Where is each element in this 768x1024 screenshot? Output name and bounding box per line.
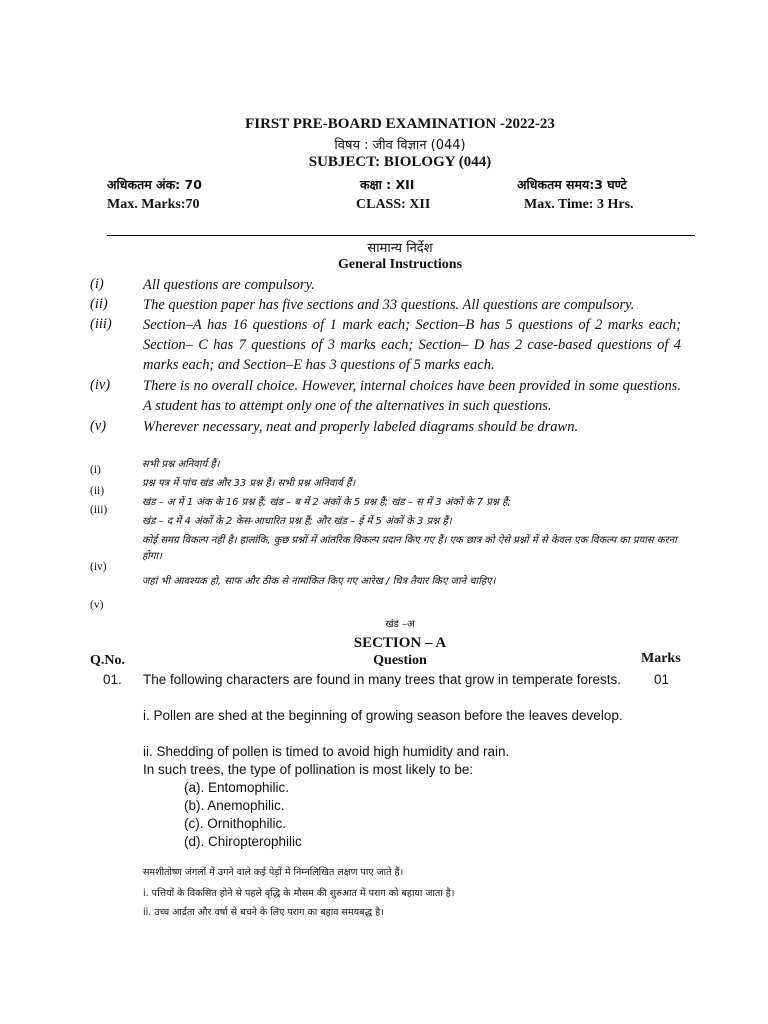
question-point-2: ii. Shedding of pollen is timed to avoid high humidity and rain. xyxy=(143,744,510,759)
question-point-1: i. Pollen are shed at the beginning of growing season before the leaves develop. xyxy=(143,708,623,723)
class-label: CLASS: XII xyxy=(356,197,431,212)
max-time-hindi: अधिकतम समय:3 घण्टे xyxy=(517,177,627,192)
hindi-instruction-number: (ii) xyxy=(90,485,105,497)
instruction-number: (v) xyxy=(90,418,107,434)
question-hindi-line: समशीतोष्ण जंगलों में उगने वाले कई पेड़ों में निम्नलिखित लक्षण पाए जाते हैं। xyxy=(143,867,404,878)
option-b: (b). Anemophilic. xyxy=(184,798,285,813)
instruction-text: Section–A has 16 questions of 1 mark each; Section–B has 5 questions of 2 marks each; Section– C has 7 questions of 3 marks each; Section– D has 2 case-based questions of 4 marks each; and Section–E has 3 questions of 5 marks each. xyxy=(143,317,681,373)
instruction-number: (i) xyxy=(90,276,104,292)
option-a: (a). Entomophilic. xyxy=(184,780,290,795)
max-time: Max. Time: 3 Hrs. xyxy=(524,197,634,212)
qno-header: Q.No. xyxy=(90,653,125,668)
hindi-instruction-text: प्रश्न पत्र में पांच खंड और 33 प्रश्न हैं। सभी प्रश्न अनिवार्य हैं। xyxy=(142,478,356,489)
section-title: SECTION – A xyxy=(353,635,447,651)
header-divider xyxy=(107,235,695,236)
instruction-text: Wherever necessary, neat and properly labeled diagrams should be drawn. xyxy=(143,419,579,435)
hindi-instruction-number: (iv) xyxy=(90,561,107,573)
question-number: 01. xyxy=(103,672,122,687)
question-prompt: In such trees, the type of pollination is most likely to be: xyxy=(143,762,474,777)
question-hindi-line: i. पत्तियों के विकसित होने से पहले वृद्धि के मौसम की शुरुआत में पराग को बहाया जाता है। xyxy=(143,888,455,899)
hindi-instruction-text: खंड – अ में 1 अंक के 16 प्रश्न हैं; खंड – ब में 2 अंकों के 5 प्रश्न हैं; खंड – स में 3 अंकों के 7 प्रश्न हैं; xyxy=(142,497,511,508)
subject-hindi: विषय : जीव विज्ञान (044) xyxy=(334,138,466,153)
hindi-instruction-text: कोई समग्र विकल्प नहीं है। हालांकि, कुछ प्रश्नों में आंतरिक विकल्प प्रदान किए गए हैं। एक छात्र को ऐसे प्रश्नों में से केवल एक विकल्प का प्रयास करना होगा। xyxy=(142,535,677,562)
instruction-number: (iv) xyxy=(90,377,111,393)
instruction-number: (ii) xyxy=(90,296,108,312)
instruction-text: All questions are compulsory. xyxy=(143,277,315,293)
class-hindi: कक्षा : XII xyxy=(360,177,415,192)
option-d: (d). Chiropterophilic xyxy=(184,834,302,849)
option-c: (c). Ornithophilic. xyxy=(184,816,287,831)
hindi-instruction-number: (i) xyxy=(90,464,101,476)
instruction-number: (iii) xyxy=(90,316,112,332)
question-marks: 01 xyxy=(654,672,670,687)
question-intro: The following characters are found in many trees that grow in temperate forests. xyxy=(143,672,621,687)
marks-header: Marks xyxy=(641,651,681,666)
hindi-instruction-text: जहां भी आवश्यक हो, साफ और ठीक से नामांकित किए गए आरेख / चित्र तैयार किए जाने चाहिए। xyxy=(142,576,496,587)
hindi-instruction-text: सभी प्रश्न अनिवार्य हैं। xyxy=(142,459,220,470)
question-hindi-line: ii. उच्च आर्द्रता और वर्षा से बचने के लिए पराग का बहाव समयबद्ध है। xyxy=(143,907,384,918)
instruction-text: There is no overall choice. However, internal choices have been provided in some questions. A student has to attempt only one of the alternatives in such questions. xyxy=(143,378,681,414)
exam-title: FIRST PRE-BOARD EXAMINATION -2022-23 xyxy=(245,116,555,132)
instruction-text: The question paper has five sections and 33 questions. All questions are compulsory. xyxy=(143,297,635,313)
question-header: Question xyxy=(373,653,427,668)
max-marks-hindi: अधिकतम अंक: 70 xyxy=(107,177,202,192)
max-marks: Max. Marks:70 xyxy=(107,197,200,212)
hindi-instruction-number: (v) xyxy=(90,599,104,611)
section-hindi: खंड –अ xyxy=(385,619,415,630)
hindi-instruction-text: खंड – द में 4 अंकों के 2 केस-आधारित प्रश्न हैं; और खंड – ई में 5 अंकों के 3 प्रश्न हैं। xyxy=(142,516,452,527)
hindi-instruction-number: (iii) xyxy=(90,504,108,516)
subject-english: SUBJECT: BIOLOGY (044) xyxy=(308,154,492,170)
instructions-heading: General Instructions xyxy=(337,257,463,272)
instructions-heading-hindi: सामान्य निर्देश xyxy=(367,241,433,256)
